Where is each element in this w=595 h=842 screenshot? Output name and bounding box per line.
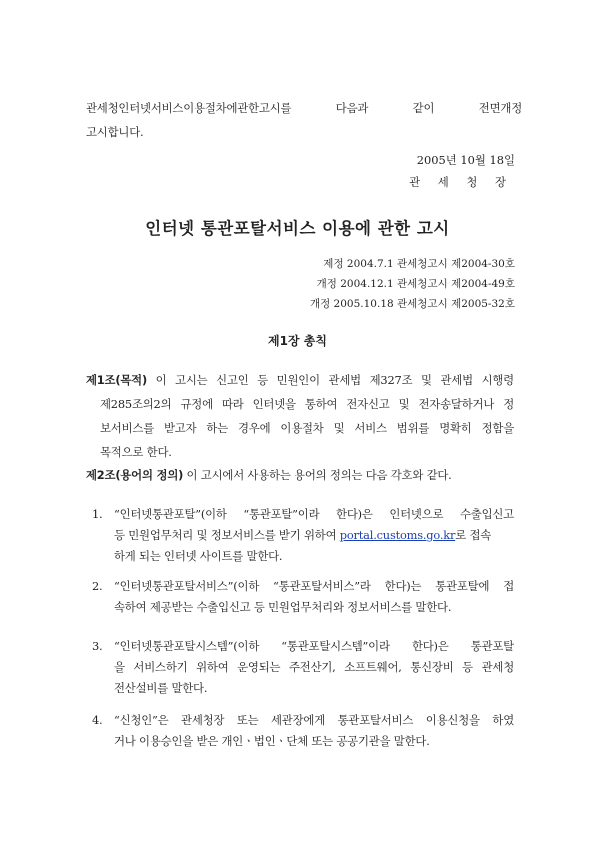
intro-paragraph <box>86 96 522 144</box>
item-4 <box>114 710 514 752</box>
item-4-line-2: 거나 이용승인을 받은 개인ㆍ법인ㆍ단체 또는 공공기관을 말한다. <box>114 734 430 748</box>
history-line-2: 개정 2004.12.1 관세청고시 제2004-49호 <box>316 278 515 290</box>
article-2-heading: 제2조(용어의 정의) <box>86 468 184 482</box>
article-1-line-4: 목적으로 한다. <box>100 445 172 459</box>
article-2-text: 이 고시에서 사용하는 용어의 정의는 다음 각호와 같다. <box>183 468 452 482</box>
item-3-line-1: “인터넷통관포탈시스템”(이하 “통관포탈시스템”이라 한다)은 통관포탈 <box>114 639 514 653</box>
intro-line-1: 관세청인터넷서비스이용절차에관한고시를 다음과 같이 전면개정 <box>86 101 522 115</box>
item-3-line-3: 전산설비를 말한다. <box>114 681 208 695</box>
article-1 <box>86 368 514 392</box>
article-1-line-2: 제285조의2의 규정에 따라 인터넷을 통하여 전자신고 및 전자송달하거나 정 <box>100 397 514 411</box>
intro-line-2: 고시합니다. <box>86 125 144 139</box>
item-2-line-2: 속하여 제공받는 수출입신고 등 민원업무처리와 정보서비스를 말한다. <box>114 600 452 614</box>
article-1-body <box>100 392 514 464</box>
item-1-line-2b: 로 접속 <box>455 528 492 542</box>
item-2 <box>114 576 514 618</box>
item-1 <box>114 504 514 567</box>
item-1-line-3: 하게 되는 인터넷 사이트를 말한다. <box>114 549 283 563</box>
article-1-heading: 제1조(목적) <box>86 373 147 387</box>
issuer: 관 세 청 장 <box>409 175 513 189</box>
item-2-line-1: “인터넷통관포탈서비스”(이하 “통관포탈서비스”라 한다)는 통관포탈에 접 <box>114 579 514 593</box>
history-line-3: 개정 2005.10.18 관세청고시 제2005-32호 <box>309 298 515 310</box>
portal-link[interactable]: portal.customs.go.kr <box>339 528 456 542</box>
history-line-1: 제정 2004.7.1 관세청고시 제2004-30호 <box>323 258 515 270</box>
item-4-number: 4. <box>92 713 103 727</box>
issue-date: 2005년 10월 18일 <box>416 153 515 167</box>
item-3 <box>114 636 514 699</box>
item-4-line-1: “신청인”은 관세청장 또는 세관장에게 통관포탈서비스 이용신청을 하였 <box>114 713 514 727</box>
item-1-line-1: “인터넷통관포탈”(이하 “통관포탈”이라 한다)은 인터넷으로 수출입신고 <box>114 507 514 521</box>
item-1-line-2 <box>114 525 514 546</box>
item-3-number: 3. <box>92 639 103 653</box>
chapter-heading: 제1장 총칙 <box>268 334 327 348</box>
article-2 <box>86 463 452 487</box>
article-1-line-3: 보서비스를 받고자 하는 경우에 이용절차 및 서비스 범위를 명확히 정함을 <box>100 421 514 435</box>
item-2-number: 2. <box>92 579 103 593</box>
document-title: 인터넷 통관포탈서비스 이용에 관한 고시 <box>145 219 450 238</box>
item-1-number: 1. <box>92 507 103 521</box>
item-1-line-2a: 등 민원업무처리 및 정보서비스를 받기 위하여 <box>114 528 340 542</box>
item-3-line-2: 을 서비스하기 위하여 운영되는 주전산기, 소프트웨어, 통신장비 등 관세청 <box>114 660 514 674</box>
article-1-text-1: 이 고시는 신고인 등 민원인이 관세법 제327조 및 관세법 시행령 <box>146 373 514 387</box>
article-1-line-1 <box>86 368 514 392</box>
